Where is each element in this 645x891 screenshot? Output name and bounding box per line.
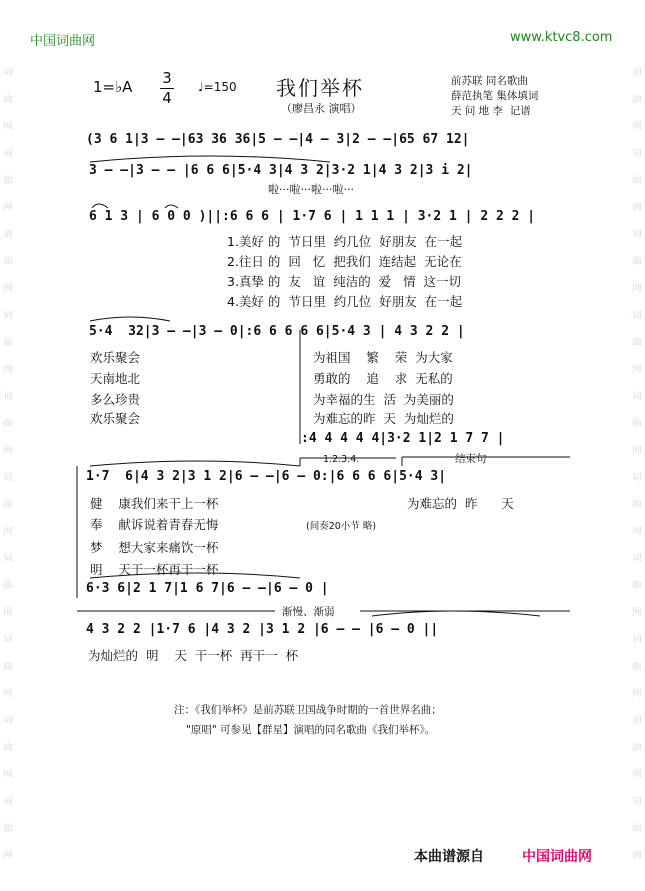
watermark-char: 曲 — [632, 824, 642, 834]
accent-mark — [165, 205, 178, 208]
watermark-char: 曲 — [3, 95, 13, 105]
watermark-char: 曲 — [3, 581, 13, 591]
watermark-char: 网 — [3, 608, 13, 618]
final-lyric: 为灿烂的 明 天 干一杯 再干一 杯 — [88, 648, 299, 663]
watermark-char: 曲 — [3, 743, 13, 753]
footer-source-label: 本曲谱源自 — [414, 849, 484, 865]
ending-lyric: 为难忘的 昨 天 — [407, 496, 514, 511]
song-title: 我们举杯 — [276, 76, 364, 100]
watermark-char: 词 — [632, 230, 642, 240]
credits: 前苏联 同名歌曲 薛范执笔 集体填词 天 问 地 李 记谱 — [451, 75, 539, 117]
verse-b-right-4: 为难忘的昨 天 为灿烂的 — [313, 411, 454, 426]
tie-line-3 — [92, 204, 108, 208]
volta-label: 1.2.3.4. — [323, 454, 360, 465]
verse-b-left-4: 欢乐聚会 — [90, 411, 141, 426]
singer: （廖昌永 演唱） — [281, 102, 362, 115]
watermark-char: 词 — [632, 716, 642, 726]
tempo-mark: ♩=150 — [198, 80, 237, 94]
watermark-char: 词 — [632, 554, 642, 564]
score-line-7: 6·3 6|2 1 7|1 6 7|6 — —|6 — 0 | — [86, 581, 329, 596]
watermark-char: 曲 — [632, 338, 642, 348]
watermark-char: 曲 — [3, 662, 13, 672]
watermark-char: 曲 — [632, 581, 642, 591]
watermark-char: 词 — [3, 635, 13, 645]
watermark-char: 曲 — [3, 176, 13, 186]
verse-a-4: 4.美好 的 节日里 约几位 好朋友 在一起 — [227, 294, 463, 309]
watermark-char: 词 — [3, 392, 13, 402]
watermark-char: 网 — [3, 689, 13, 699]
slur-line-2 — [90, 156, 330, 162]
slur-line-6a — [90, 461, 300, 466]
watermark-char: 网 — [3, 770, 13, 780]
watermark-char: 网 — [3, 851, 13, 861]
site-name-link[interactable]: 中国词曲网 — [30, 34, 96, 49]
interlude-note: (间奏20小节 略) — [306, 521, 377, 532]
watermark-char: 曲 — [632, 743, 642, 753]
watermark-char: 网 — [632, 770, 642, 780]
watermark-char: 词 — [3, 68, 13, 78]
verse-b-right-3: 为幸福的生 活 为美丽的 — [313, 392, 454, 407]
watermark-char: 词 — [632, 392, 642, 402]
note-line-1: 注：《我们举杯》是前苏联卫国战争时期的一首世界名曲； — [174, 704, 442, 716]
watermark-char: 网 — [632, 203, 642, 213]
verse-c-1: 健 康我们来干上一杯 — [90, 496, 219, 511]
verse-a-1: 1.美好 的 节日里 约几位 好朋友 在一起 — [227, 234, 463, 249]
site-url-link[interactable]: www.ktvc8.com — [510, 30, 613, 45]
watermark-char: 曲 — [632, 176, 642, 186]
watermark-char: 词 — [632, 68, 642, 78]
score-line-1: (3 6 1|3 — —|63 36 36|5 — —|4 — 3|2 — —|65 67 12| — [86, 132, 470, 147]
key-signature: 1=♭A — [93, 78, 133, 96]
watermark-char: 曲 — [632, 500, 642, 510]
verse-b-left-1: 欢乐聚会 — [90, 350, 141, 365]
watermark-char: 曲 — [3, 338, 13, 348]
watermark-char: 网 — [632, 446, 642, 456]
watermark-char: 词 — [3, 230, 13, 240]
watermark-char: 词 — [632, 797, 642, 807]
verse-c-4: 明 天干一杯再干一杯 — [90, 562, 219, 577]
watermark-char: 词 — [632, 473, 642, 483]
watermark-char: 词 — [632, 149, 642, 159]
slur-line-7 — [90, 573, 300, 578]
score-line-3: 6 1 3 | 6 0 0 )||:6 6 6 | 1·7 6 | 1 1 1 | 3·2 1 | 2 2 2 | — [89, 209, 536, 224]
verse-b-right-2: 勇敢的 追 求 无私的 — [313, 371, 453, 386]
verse-b-right-1: 为祖国 繁 荣 为大家 — [313, 350, 453, 365]
watermark-char: 词 — [3, 149, 13, 159]
watermark-char: 曲 — [3, 257, 13, 267]
watermark-char: 词 — [3, 797, 13, 807]
watermark-char: 网 — [632, 527, 642, 537]
score-line-5: :4 4 4 4 4|3·2 1|2 1 7 7 | — [301, 431, 505, 446]
watermark-char: 词 — [3, 716, 13, 726]
watermark-char: 网 — [3, 365, 13, 375]
watermark-char: 词 — [3, 473, 13, 483]
score-line-8: 4 3 2 2 |1·7 6 |4 3 2 |3 1 2 |6 — — |6 — 0 || — [86, 622, 439, 637]
score-line-6: 1·7 6|4 3 2|3 1 2|6 — —|6 — 0:|6 6 6 6|5·4 3| — [86, 469, 447, 484]
watermark-char: 曲 — [632, 257, 642, 267]
watermark-char: 曲 — [3, 500, 13, 510]
watermark-char: 曲 — [632, 419, 642, 429]
slur-final — [372, 611, 540, 616]
time-signature-bottom: 4 — [162, 89, 172, 107]
tempo-marking: 渐慢、渐弱 — [282, 606, 335, 618]
watermark-char: 网 — [632, 608, 642, 618]
score-line-2: 3 — —|3 — — |6 6 6|5·4 3|4 3 2|3·2 1|4 3 2|3 i 2| — [89, 163, 473, 178]
watermark-char: 曲 — [3, 419, 13, 429]
time-signature-top: 3 — [162, 69, 172, 87]
watermark-char: 网 — [632, 365, 642, 375]
watermark-char: 词 — [3, 554, 13, 564]
slur-line-4 — [90, 317, 170, 321]
verse-b-left-3: 多么珍贵 — [90, 392, 141, 407]
lala-lyric: 啦···啦···啦···啦··· — [268, 183, 354, 196]
note-line-2: "原唱" 可参见【群星】演唱的同名歌曲《我们举杯》。 — [186, 724, 436, 736]
watermark-char: 网 — [3, 446, 13, 456]
watermark-char: 网 — [3, 203, 13, 213]
watermark-char: 词 — [632, 635, 642, 645]
watermark-char: 曲 — [632, 95, 642, 105]
watermark-char: 网 — [632, 689, 642, 699]
watermark-char: 网 — [3, 527, 13, 537]
watermark-char: 网 — [632, 851, 642, 861]
watermark-char: 词 — [3, 311, 13, 321]
watermark-char: 网 — [632, 122, 642, 132]
watermark-char: 曲 — [632, 662, 642, 672]
verse-c-2: 奉 献诉说着青春无悔 — [90, 517, 219, 532]
watermark-char: 曲 — [3, 824, 13, 834]
score-line-4: 5·4 32|3 — —|3 — 0|:6 6 6 6 6|5·4 3 | 4 3 2 2 | — [89, 324, 465, 339]
footer-site-link[interactable]: 中国词曲网 — [522, 849, 592, 865]
watermark-char: 网 — [3, 284, 13, 294]
verse-c-3: 梦 想大家来痛饮一杯 — [90, 540, 219, 555]
watermark-char: 词 — [632, 311, 642, 321]
verse-a-3: 3.真挚 的 友 谊 纯洁的 爱 情 这一切 — [227, 274, 462, 289]
verse-b-left-2: 天南地北 — [90, 371, 141, 386]
ending-label: 结束句 — [455, 453, 487, 465]
watermark-char: 网 — [3, 122, 13, 132]
verse-a-2: 2.往日 的 回 忆 把我们 连结起 无论在 — [227, 254, 462, 269]
watermark-char: 网 — [632, 284, 642, 294]
